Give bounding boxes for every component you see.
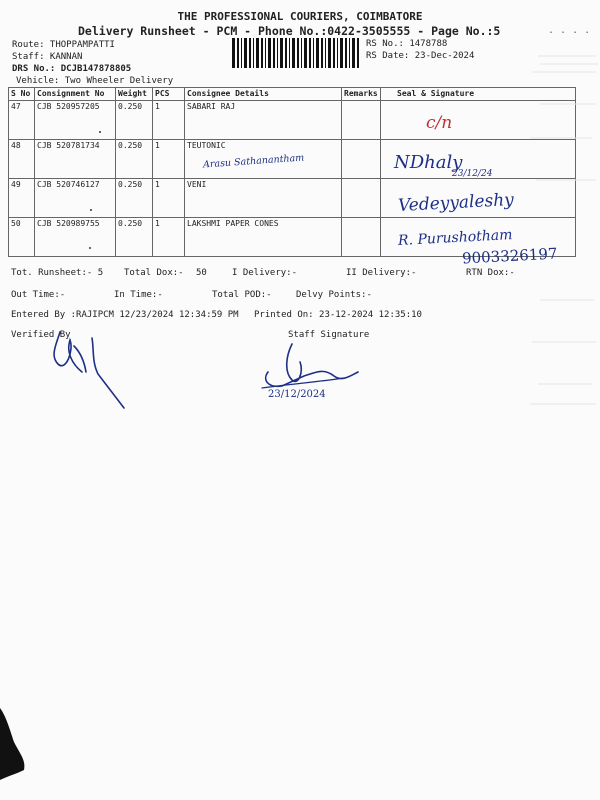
route-label: Route: THOPPAMPATTI	[12, 40, 115, 50]
cell-remarks	[342, 218, 381, 257]
mark-dot	[90, 209, 92, 211]
cell-sno: 49	[9, 179, 35, 218]
barcode-bar	[337, 38, 338, 68]
total-pod: Total POD:-	[212, 290, 272, 300]
cell-weight: 0.250	[116, 179, 153, 218]
i-delivery: I Delivery:-	[232, 268, 298, 278]
consignee-note-row-48: Arasu Sathanantham	[202, 152, 305, 171]
cell-remarks	[342, 179, 381, 218]
col-weight: Weight	[116, 88, 153, 101]
rtn-dox: RTN Dox:-	[466, 268, 515, 278]
cell-sno: 50	[9, 218, 35, 257]
cell-sno: 47	[9, 101, 35, 140]
barcode-bar	[277, 38, 278, 68]
printed-on: Printed On: 23-12-2024 12:35:10	[254, 310, 422, 320]
barcode-bar	[349, 38, 350, 68]
total-dox-value: 50	[196, 268, 207, 278]
tot-runsheet: Tot. Runsheet:- 5	[11, 268, 104, 278]
barcode-bar	[232, 38, 235, 68]
barcode-bar	[273, 38, 275, 68]
cell-consignment: CJB 520781734	[35, 140, 116, 179]
rs-date: RS Date: 23-Dec-2024	[366, 51, 475, 61]
staff-signature-date: 23/12/2024	[268, 389, 326, 400]
cell-consignee: LAKSHMI PAPER CONES	[185, 218, 342, 257]
rs-number: RS No.: 1478788	[366, 39, 448, 49]
barcode-bar	[261, 38, 263, 68]
header-dots: . . . .	[548, 25, 591, 36]
barcode-bar	[244, 38, 247, 68]
barcode-bar	[285, 38, 287, 68]
col-signature: Seal & Signature	[381, 88, 576, 101]
company-name: THE PROFESSIONAL COURIERS, COIMBATORE	[177, 10, 423, 23]
barcode-bar	[357, 38, 359, 68]
cell-consignee: TEUTONIC	[185, 140, 342, 179]
total-dox-label: Total Dox:-	[124, 268, 184, 278]
cell-weight: 0.250	[116, 218, 153, 257]
barcode-bar	[265, 38, 266, 68]
table-row	[9, 101, 576, 140]
barcode-bar	[241, 38, 242, 68]
signature-row-47: c/n	[426, 113, 453, 133]
ii-delivery: II Delivery:-	[346, 268, 417, 278]
drs-number: DRS No.: DCJB147878805	[12, 64, 132, 74]
in-time: In Time:-	[114, 290, 163, 300]
cell-pcs: 1	[153, 101, 185, 140]
barcode-bar	[309, 38, 311, 68]
cell-sno: 48	[9, 140, 35, 179]
barcode-bar	[289, 38, 290, 68]
cell-consignment: CJB 520746127	[35, 179, 116, 218]
delvy-points: Delvy Points:-	[296, 290, 372, 300]
barcode-bar	[321, 38, 323, 68]
barcode-bar	[292, 38, 295, 68]
staff-label: Staff: KANNAN	[12, 52, 83, 62]
verified-by-label: Verified By	[11, 330, 71, 340]
cell-signature	[381, 101, 576, 140]
table-header-row	[9, 88, 576, 101]
barcode-bar	[313, 38, 314, 68]
cell-consignee: SABARI RAJ	[185, 101, 342, 140]
barcode-bar	[345, 38, 347, 68]
barcode-bar	[304, 38, 307, 68]
col-pcs: PCS	[153, 88, 185, 101]
out-time: Out Time:-	[11, 290, 66, 300]
cell-pcs: 1	[153, 218, 185, 257]
barcode-bar	[268, 38, 271, 68]
barcode-bar	[237, 38, 239, 68]
barcode-bar	[253, 38, 254, 68]
signature-row-48: NDhaly	[394, 152, 463, 173]
barcode-bar	[256, 38, 259, 68]
cell-consignee: VENI	[185, 179, 342, 218]
cell-remarks	[342, 140, 381, 179]
cell-weight: 0.250	[116, 101, 153, 140]
staff-signature-label: Staff Signature	[288, 330, 370, 340]
cell-remarks	[342, 101, 381, 140]
cell-consignment: CJB 520957205	[35, 101, 116, 140]
runsheet-title: Delivery Runsheet - PCM - Phone No.:0422-3505555 - Page No.:5	[78, 24, 501, 38]
barcode-bar	[340, 38, 343, 68]
cell-pcs: 1	[153, 140, 185, 179]
signature-date-row-48: 23/12/24	[452, 169, 493, 179]
col-consignee: Consignee Details	[185, 88, 342, 101]
signature-row-49: Vedeyyaleshy	[397, 189, 515, 217]
barcode-bar	[280, 38, 283, 68]
cell-weight: 0.250	[116, 140, 153, 179]
barcode-bar	[301, 38, 302, 68]
cell-consignment: CJB 520989755	[35, 218, 116, 257]
col-consignment: Consignment No	[35, 88, 116, 101]
phone-note-row-50: 9003326197	[461, 244, 558, 268]
entered-by: Entered By :RAJIPCM 12/23/2024 12:34:59 PM	[11, 310, 239, 320]
vehicle-label: Vehicle: Two Wheeler Delivery	[16, 76, 174, 86]
col-sno: S No	[9, 88, 35, 101]
mark-dot	[99, 131, 101, 133]
mark-dot	[89, 247, 91, 249]
barcode-bar	[249, 38, 251, 68]
barcode-bar	[333, 38, 335, 68]
barcode-bar	[328, 38, 331, 68]
barcode-bar	[325, 38, 326, 68]
barcode	[232, 38, 362, 68]
cell-pcs: 1	[153, 179, 185, 218]
signature-row-50: R. Purushotham	[397, 227, 513, 249]
barcode-bar	[352, 38, 355, 68]
col-remarks: Remarks	[342, 88, 381, 101]
barcode-bar	[297, 38, 299, 68]
barcode-bar	[316, 38, 319, 68]
